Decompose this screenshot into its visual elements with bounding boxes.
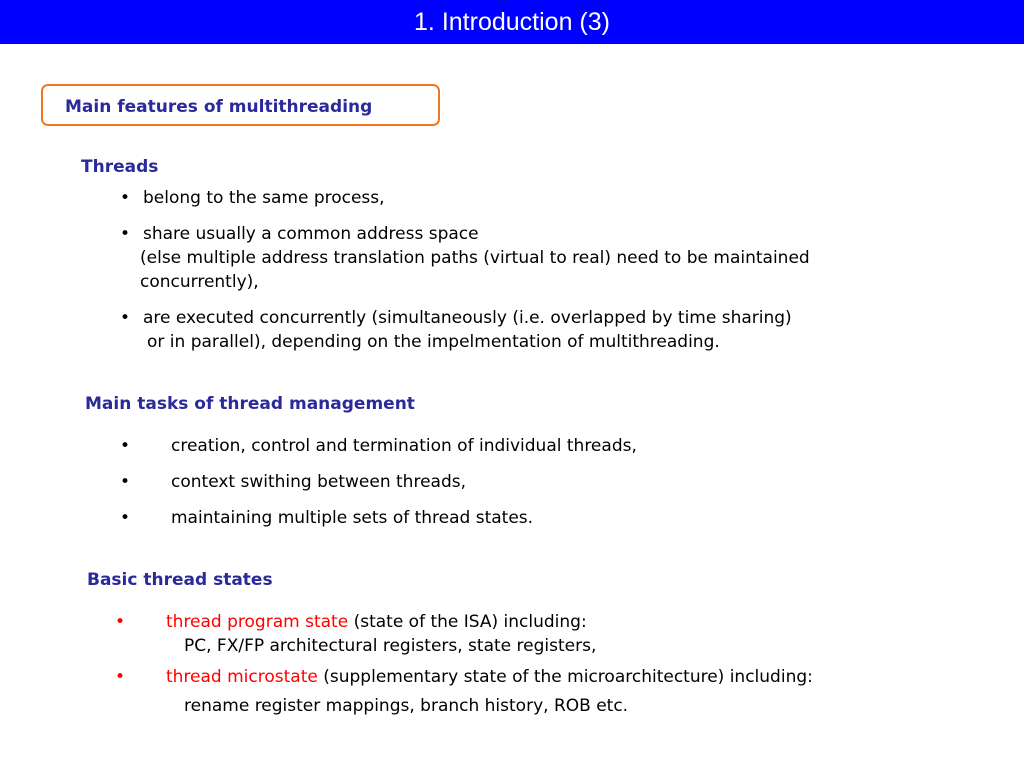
state-item-2-desc: (supplementary state of the microarchitecture) including: — [317, 667, 813, 687]
threads-bullet-2-line-3: concurrently), — [140, 272, 259, 292]
state-item-2-line-2: rename register mappings, branch history, ROB etc. — [184, 696, 629, 716]
state-item-2-line-1 — [166, 667, 813, 687]
bullet-glyph: • — [120, 308, 131, 328]
bullet-glyph: • — [120, 472, 131, 492]
threads-bullet-2-line-1: share usually a common address space — [143, 224, 479, 244]
state-item-2-term: thread microstate — [166, 667, 318, 687]
bullet-glyph: • — [120, 508, 131, 528]
state-item-1-term: thread program state — [166, 612, 349, 632]
threads-bullet-1: belong to the same process, — [143, 188, 385, 208]
features-box — [41, 84, 440, 126]
bullet-glyph: • — [120, 436, 131, 456]
threads-bullet-3-line-2: or in parallel), depending on the impelmentation of multithreading. — [147, 332, 720, 352]
page-title: 1. Introduction (3) — [414, 8, 610, 36]
task-item: creation, control and termination of individual threads, — [171, 436, 637, 456]
task-item: context swithing between threads, — [171, 472, 466, 492]
threads-bullet-3-line-1: are executed concurrently (simultaneously (i.e. overlapped by time sharing) — [143, 308, 792, 328]
title-bar — [0, 0, 1024, 44]
task-item: maintaining multiple sets of thread states. — [171, 508, 534, 528]
state-item-1-line-1 — [166, 612, 587, 632]
states-heading: Basic thread states — [87, 570, 273, 590]
state-item-1-line-2: PC, FX/FP architectural registers, state registers, — [184, 636, 597, 656]
bullet-glyph: • — [115, 612, 126, 632]
bullet-glyph: • — [115, 667, 126, 687]
bullet-glyph: • — [120, 188, 131, 208]
tasks-heading: Main tasks of thread management — [85, 394, 415, 414]
bullet-glyph: • — [120, 224, 131, 244]
features-box-label: Main features of multithreading — [65, 97, 373, 117]
threads-heading: Threads — [81, 157, 159, 177]
state-item-1-desc: (state of the ISA) including: — [348, 612, 587, 632]
threads-bullet-2-line-2: (else multiple address translation paths (virtual to real) need to be maintained — [140, 248, 810, 268]
